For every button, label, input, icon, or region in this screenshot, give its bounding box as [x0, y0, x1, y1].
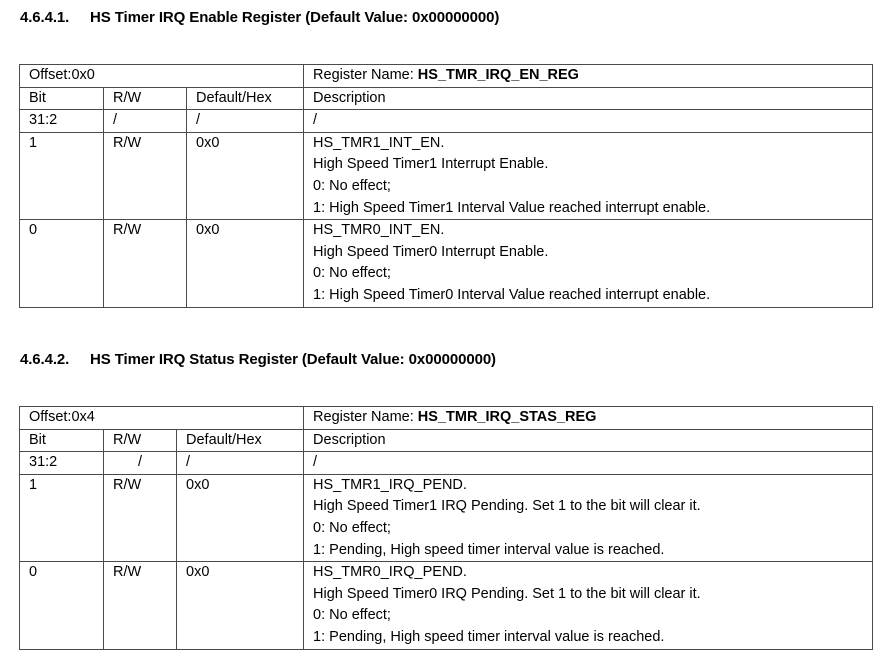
- description-line: 0: No effect;: [313, 519, 391, 536]
- table-row: [20, 220, 873, 307]
- table-row: [20, 562, 873, 649]
- rw-cell: R/W: [104, 474, 177, 561]
- table-row: [20, 474, 873, 561]
- bit-cell: 0: [20, 562, 104, 649]
- header-rw: R/W: [104, 429, 177, 452]
- section-heading-irq-enable: [20, 9, 499, 27]
- register-name: HS_TMR_IRQ_EN_REG: [417, 67, 579, 83]
- default-cell: 0x0: [187, 132, 304, 219]
- description-cell: [304, 452, 873, 475]
- register-name: HS_TMR_IRQ_STAS_REG: [417, 409, 597, 425]
- table-row-offset: [20, 65, 873, 88]
- section-number: 4.6.4.1.: [20, 9, 70, 26]
- description-line: High Speed Timer1 IRQ Pending. Set 1 to the bit will clear it.: [313, 498, 701, 515]
- bit-cell: 1: [20, 474, 104, 561]
- default-cell: 0x0: [187, 220, 304, 307]
- default-cell: /: [187, 110, 304, 133]
- description-line: 1: High Speed Timer0 Interval Value reached interrupt enable.: [313, 286, 711, 303]
- description-line: /: [313, 112, 318, 129]
- offset-cell: Offset:0x4: [20, 407, 304, 430]
- description-line: High Speed Timer0 IRQ Pending. Set 1 to the bit will clear it.: [313, 585, 701, 602]
- section-number: 4.6.4.2.: [20, 351, 70, 368]
- table-row: [20, 132, 873, 219]
- rw-cell: /: [104, 110, 187, 133]
- description-line: 0: No effect;: [313, 607, 391, 624]
- description-line: HS_TMR1_IRQ_PEND.: [313, 476, 467, 493]
- table-row: [20, 452, 873, 475]
- default-cell: 0x0: [177, 474, 304, 561]
- description-line: High Speed Timer0 Interrupt Enable.: [313, 243, 549, 260]
- description-line: HS_TMR0_IRQ_PEND.: [313, 564, 467, 581]
- section-title: HS Timer IRQ Enable Register (Default Value: 0x00000000): [90, 9, 500, 26]
- description-cell: [304, 562, 873, 649]
- register-table-irq-enable: [19, 64, 873, 308]
- header-description: Description: [304, 87, 873, 110]
- section-heading-irq-status: [20, 351, 496, 369]
- default-cell: /: [177, 452, 304, 475]
- description-line: HS_TMR1_INT_EN.: [313, 134, 445, 151]
- description-line: High Speed Timer1 Interrupt Enable.: [313, 156, 549, 173]
- rw-cell: R/W: [104, 220, 187, 307]
- rw-cell: R/W: [104, 562, 177, 649]
- header-bit: Bit: [20, 429, 104, 452]
- table-row: [20, 110, 873, 133]
- description-cell: [304, 474, 873, 561]
- description-line: /: [313, 454, 318, 471]
- table-row-offset: [20, 407, 873, 430]
- header-default: Default/Hex: [187, 87, 304, 110]
- description-line: HS_TMR0_INT_EN.: [313, 222, 445, 239]
- table-header-row: [20, 429, 873, 452]
- description-line: 0: No effect;: [313, 177, 391, 194]
- register-name-label: Register Name:: [313, 409, 418, 425]
- bit-cell: 0: [20, 220, 104, 307]
- header-description: Description: [304, 429, 873, 452]
- header-default: Default/Hex: [177, 429, 304, 452]
- register-table-irq-status: [19, 406, 873, 650]
- table-header-row: [20, 87, 873, 110]
- description-line: 0: No effect;: [313, 265, 391, 282]
- description-line: 1: Pending, High speed timer interval value is reached.: [313, 541, 665, 558]
- bit-cell: 1: [20, 132, 104, 219]
- description-cell: [304, 220, 873, 307]
- header-rw: R/W: [104, 87, 187, 110]
- rw-cell: R/W: [104, 132, 187, 219]
- header-bit: Bit: [20, 87, 104, 110]
- register-name-label: Register Name:: [313, 67, 418, 83]
- rw-cell: /: [104, 452, 177, 475]
- register-name-cell: [304, 65, 873, 88]
- register-name-cell: [304, 407, 873, 430]
- offset-cell: Offset:0x0: [20, 65, 304, 88]
- section-title: HS Timer IRQ Status Register (Default Value: 0x00000000): [90, 351, 496, 368]
- description-line: 1: High Speed Timer1 Interval Value reached interrupt enable.: [313, 199, 711, 216]
- bit-cell: 31:2: [20, 110, 104, 133]
- description-line: 1: Pending, High speed timer interval value is reached.: [313, 628, 665, 645]
- bit-cell: 31:2: [20, 452, 104, 475]
- description-cell: [304, 110, 873, 133]
- description-cell: [304, 132, 873, 219]
- default-cell: 0x0: [177, 562, 304, 649]
